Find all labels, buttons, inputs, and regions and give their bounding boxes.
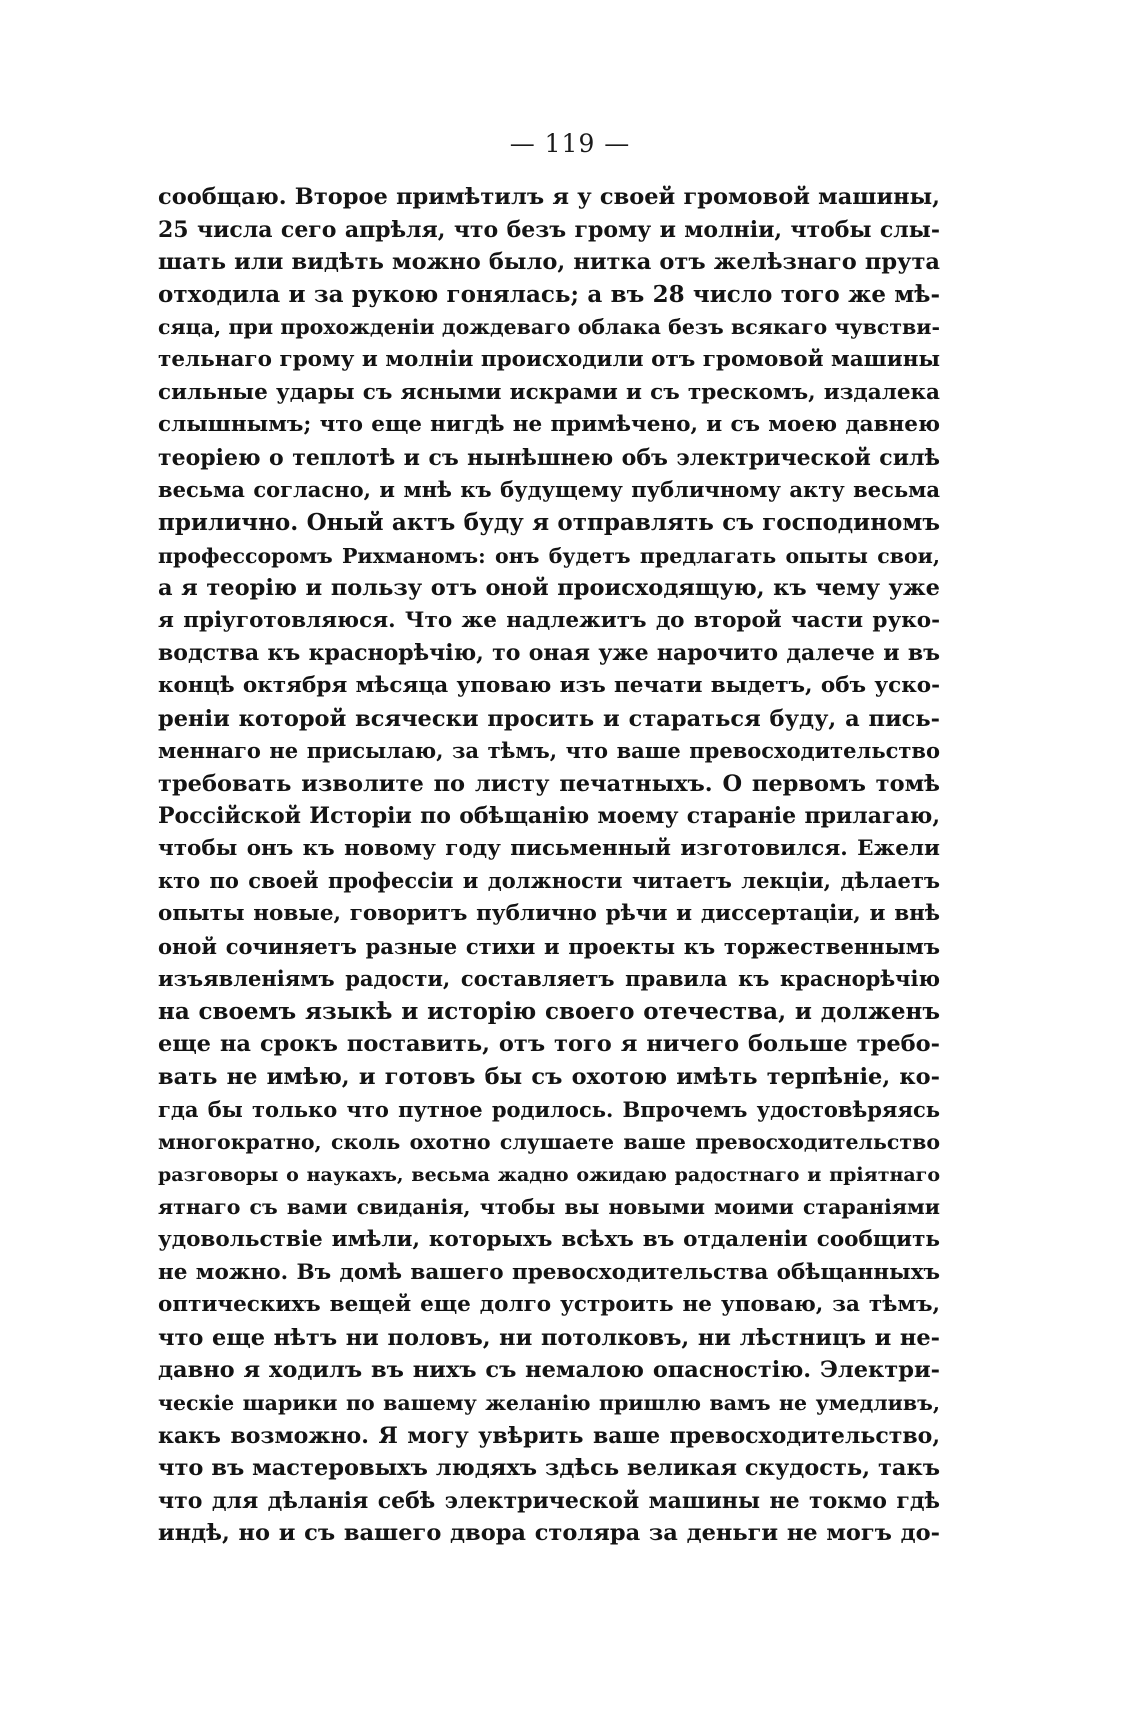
text-line: гда бы только что путное родилось. Впрочемъ удостовѣряясь bbox=[158, 1096, 940, 1122]
text-line: разговоры о наукахъ, весьма жадно ожидаю радостнаго и пріятнаго bbox=[158, 1163, 940, 1186]
text-line: сяца, при прохожденіи дождеваго облака безъ всякаго чувстви- bbox=[158, 315, 940, 340]
text-line: концѣ октября мѣсяца уповаю изъ печати выдетъ, объ уско- bbox=[158, 672, 940, 698]
text-line: вать не имѣю, и готовъ бы съ охотою имѣть терпѣніе, ко- bbox=[158, 1064, 940, 1091]
body-text bbox=[158, 181, 940, 1550]
text-line: сообщаю. Второе примѣтилъ я у своей громовой машины, bbox=[158, 184, 940, 210]
text-line: какъ возможно. Я могу увѣрить ваше превосходительство, bbox=[158, 1422, 940, 1449]
text-line: сильные удары съ ясными искрами и съ трескомъ, издалека bbox=[158, 379, 940, 405]
text-line: теоріею о теплотѣ и съ нынѣшнею объ электрической силѣ bbox=[158, 444, 940, 471]
text-line: я пріуготовляюся. Что же надлежитъ до второй части руко- bbox=[158, 607, 940, 633]
text-line: тельнаго грому и молніи происходили отъ громовой машины bbox=[158, 346, 940, 372]
text-line: реніи которой всячески просить и стараться буду, а пись- bbox=[158, 705, 940, 732]
text-line: оной сочиняетъ разные стихи и проекты къ торжественнымъ bbox=[158, 933, 940, 959]
text-line: чтобы онъ къ новому году письменный изготовился. Ежели bbox=[158, 835, 940, 861]
text-line: весьма согласно, и мнѣ къ будущему публичному акту весьма bbox=[158, 477, 940, 503]
text-line: не можно. Въ домѣ вашего превосходительства обѣщанныхъ bbox=[158, 1259, 940, 1285]
text-line: что еще нѣтъ ни половъ, ни потолковъ, ни лѣстницъ и не- bbox=[158, 1324, 940, 1351]
text-line: оптическихъ вещей еще долго устроить не уповаю, за тѣмъ, bbox=[158, 1292, 940, 1318]
page-number: — 119 — bbox=[509, 129, 631, 158]
text-line: прилично. Оный актъ буду я отправлять съ господиномъ bbox=[158, 508, 940, 536]
text-line: индѣ, но и съ вашего двора столяра за деньги не могъ до- bbox=[158, 1520, 940, 1547]
text-line: что для дѣланія себѣ электрической машины не токмо гдѣ bbox=[158, 1487, 940, 1514]
text-line: что въ мастеровыхъ людяхъ здѣсь великая скудость, такъ bbox=[158, 1455, 940, 1482]
text-line: 25 числа сего апрѣля, что безъ грому и молніи, чтобы слы- bbox=[158, 216, 940, 243]
text-line: профессоромъ Рихманомъ: онъ будетъ предлагать опыты свои, bbox=[158, 543, 940, 568]
text-line: на своемъ языкѣ и исторію своего отечества, и долженъ bbox=[158, 997, 940, 1025]
text-line: опыты новые, говоритъ публично рѣчи и диссертаціи, и внѣ bbox=[158, 901, 940, 927]
text-line: меннаго не присылаю, за тѣмъ, что ваше превосходительство bbox=[158, 738, 940, 764]
text-line: Россійской Исторіи по обѣщанію моему стараніе прилагаю, bbox=[158, 803, 940, 830]
text-line: еще на срокъ поставить, отъ того я ничего больше требо- bbox=[158, 1031, 940, 1058]
text-line: требовать изволите по листу печатныхъ. О первомъ томѣ bbox=[158, 770, 940, 797]
text-line: многократно, сколь охотно слушаете ваше превосходительство bbox=[158, 1130, 940, 1155]
text-line: удовольствіе имѣли, которыхъ всѣхъ въ отдаленіи сообщить bbox=[158, 1227, 940, 1252]
text-line: ятнаго съ вами свиданія, чтобы вы новыми моими стараніями bbox=[158, 1195, 940, 1220]
text-line: кто по своей профессіи и должности читаетъ лекціи, дѣлаетъ bbox=[158, 868, 940, 894]
text-line: ческіе шарики по вашему желанію пришлю вамъ не умедливъ, bbox=[158, 1390, 940, 1415]
text-line: слышнымъ; что еще нигдѣ не примѣчено, и съ моею давнею bbox=[158, 412, 940, 438]
text-line: водства къ краснорѣчію, то оная уже нарочито далече и въ bbox=[158, 640, 940, 667]
text-line: шать или видѣть можно было, нитка отъ желѣзнаго прута bbox=[158, 249, 940, 276]
text-line: отходила и за рукою гонялась; а въ 28 число того же мѣ- bbox=[158, 280, 940, 308]
text-line: изъявленіямъ радости, составляетъ правила къ краснорѣчію bbox=[158, 966, 940, 992]
text-line: давно я ходилъ въ нихъ съ немалою опасностію. Электри- bbox=[158, 1357, 940, 1384]
text-line: а я теорію и пользу отъ оной происходящую, къ чему уже bbox=[158, 575, 940, 602]
